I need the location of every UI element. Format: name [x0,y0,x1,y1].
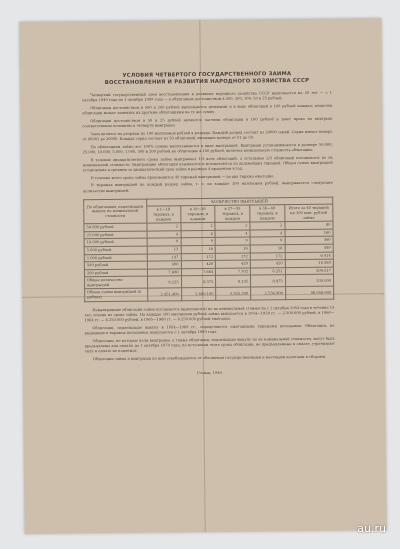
total-label: Общая сумма выигрышей (в рублях) [85,289,148,302]
paragraph: Невыигравшие облигации займа погашаются (выкупаются) по их номинальной стоимости с 1 октября 1954 года в течение 15 лет, исходя из срока займа. На каждые 100 миллионов рублей займа выкупается в 1954—1959 гг. — 2.500.000 рублей, в 1960—1964 гг. — 4.250.000 рублей, в 1965—1969 гг. — 6.250.000 рублей ежегодно. [84,305,335,323]
table-cell: 9 [250,237,285,245]
table-group-header: КОЛИЧЕСТВО ВЫИГРЫШЕЙ [146,197,332,207]
table-col-header: Итого за 40 тиражей на 100 млн. рублей займа [285,204,333,221]
table-cell: 8.375 [181,276,216,289]
table-cell: 2.451.400 [147,288,181,301]
table-cell: 80 [285,221,333,229]
table-cell: 16 [215,245,250,253]
paragraph: В тиражах выигрышей на каждый разряд займа, т. е. на каждые 100 миллионов рублей, выигрывается следующее количество выигрышей: [83,180,334,193]
table-cell: 4 [181,230,216,238]
table-cell: 309.017 [285,267,333,275]
table-cell: 420 [216,260,251,268]
table-cell: 4 [250,229,285,237]
paragraph: Облигации достоинством в 500 и 200 рублей выпускаются цельными и в виде облигаций в 100 рублей каждая; владелец облигации может заменить их другими облигациями на ту же сумму. [82,103,333,116]
prize-amount-label: 200 рублей [84,269,147,277]
table-cell: 16.380 [285,259,333,267]
table-cell: 6.414 [285,252,333,260]
table-cell: 2.534.900 [251,287,286,300]
table-cell: 98.958.900 [285,287,333,300]
table-col-header: в 27—35 тиражах, в каждом [215,205,250,222]
table-cell: 8.251 [250,267,285,275]
document-title-line-1: УСЛОВИЯ ЧЕТВЕРТОГО ГОСУДАРСТВЕННОГО ЗАЙМА [122,71,292,79]
prize-table [83,196,334,302]
table-cell: 360 [285,236,333,244]
table-col-header: в 36—40 тиражах, в каждом [250,205,285,222]
prize-amount-label: 10.000 рублей [84,238,147,246]
site-watermark: au.ru [357,522,386,535]
prize-amount-label: 50.000 рублей [84,223,147,231]
table-cell: 16 [181,245,216,253]
paragraph: Облигации достоинством в 50 и 25 рублей являются частями облигации в 100 рублей и дают право на выигрыш соответственно половины и четверти выигрыша. [82,116,333,129]
paragraph: Заем делится на разряды по 100 миллионов рублей в разряде. Каждый разряд состоит из 20000 серий. Серии имеют номера от 00001 до 20000. Каждая серия состоит из 50 облигаций, имеющих номера от 01 до 50. [82,129,333,142]
table-cell: 2.525.200 [216,287,251,300]
paragraph: В течение всего срока займа производится 40 тиражей выигрышей — по два тиража ежегодно. [90,173,275,180]
bond-sheet [19,18,386,534]
table-cell: 172 [250,252,285,260]
table-cell: 9 [215,237,250,245]
table-cell: 8.135 [216,275,251,288]
table-cell: 2.480.100 [181,288,216,301]
printer-imprint: Гознак, 1949. [197,370,223,376]
table-total-row [85,287,334,302]
table-header-first-column: По облигациям, подлежащим выкупу по номинальной стоимости [84,199,147,224]
table-cell: 147 [147,253,181,261]
prize-amount-label: 25.000 рублей [84,231,147,239]
paragraph: Четвертый государственный заем восстановления и развития народного хозяйства СССР выпускается на 20 лет — с 1 октября 1949 года по 1 октября 1969 года — в облигациях достоинством в 500, 200, 100, 50 и 25 рублей. [82,90,333,103]
paragraph: Облигации, не которые пали выигрыши, а также облигации, подлежащие выкупу по их номинальной стоимости, могут быть предъявлены для оплаты до 1 октября 1970 года; по истечении этого срока облигации, не предъявленные к оплате, утрачивают силу и оплате не подлежат. [84,336,335,354]
table-cell: 172 [181,253,216,261]
table-cell: 2 [215,222,250,230]
paragraph: Облигации займа и выигрыши по ним освобождаются от обложения государственными и местными налогами и сборами. [92,354,327,361]
table-col-header: в 19—26 тиражах, в каждом [180,206,215,223]
table-cell: 7.600 [147,268,181,276]
table-cell: 4 [215,230,250,238]
table-cell: 2 [181,222,216,230]
table-cell: 172 [216,253,251,261]
table-cell: 7.664 [181,268,216,276]
document-title-line-2: ВОССТАНОВЛЕНИЯ И РАЗВИТИЯ НАРОДНОГО ХОЗЯЙСТВА СССР [104,77,310,87]
table-col-header: в 1—18 тиражах, в каждом [146,206,180,223]
table-cell: 9 [181,238,216,246]
total-label: Общее количество выигрышей [85,276,148,289]
table-cell: 160 [285,229,333,237]
table-cell: 589 [285,244,333,252]
table-cell: 9 [147,238,181,246]
table-body [84,221,334,277]
table-cell: 2 [147,223,181,231]
table-cell: 420 [250,260,285,268]
paragraph: В течение двадцатилетнего срока займа выигрывает 1/3 всех облигаций, а остальные 2/3 облигаций погашаются по их номинальной стоимости. Выигравшие облигации изымаются и исключаются из дальнейших тиражей. Общая сумма выигрышей установлена в среднем за двадцатилетний срок займа в размере 4 процентов в год. [82,155,333,173]
table-cell: 7.702 [216,268,251,276]
table-cell: 330.000 [285,274,333,287]
table-cell: 420 [181,260,216,268]
paragraph: Облигации, подлежащие выкупу в 1954—1969 гг., определяются ежегодными тиражами погашения. Облигации, не вышедшие в тиражах погашения, выкупаются с 1 октября 1969 года. [84,323,335,336]
table-cell: 13 [147,246,181,254]
table-cell: 2 [250,222,285,230]
prize-amount-label: 5.000 рублей [84,246,147,254]
table-cell: 16 [250,245,285,253]
table-cell: 8.875 [251,275,286,288]
table-cell: 4 [147,230,181,238]
prize-amount-label: 1.000 рублей [84,254,147,262]
table-cell: 400 [147,261,181,269]
document-body [82,71,335,377]
table-cell: 8.225 [147,276,181,289]
paragraph: По облигациям займа все 100% суммы выплачиваются в виде выигрышей. Выигрыши устанавливаются в размере 50.000, 25.000, 10.000, 5.000, 1.000, 500 и 200 рублей на облигацию в 100 рублей, включая номинальную стоимость облигации. [82,142,333,155]
prize-amount-label: 500 рублей [84,261,147,269]
